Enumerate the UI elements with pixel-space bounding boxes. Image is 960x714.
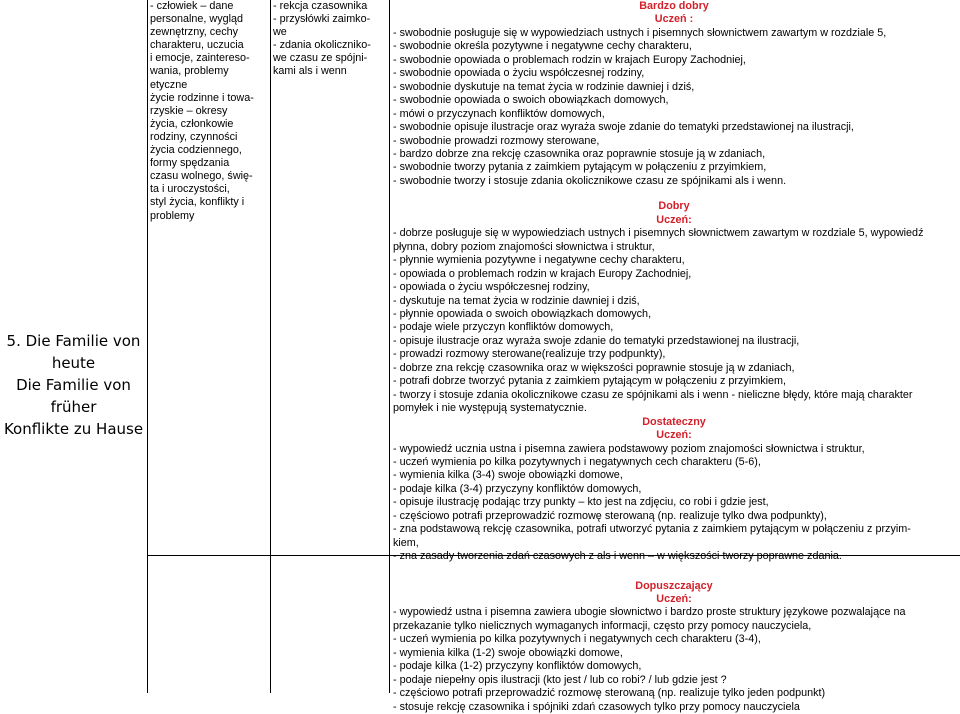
text-line: - podaje niepełny opis ilustracji (kto jest / lub co robi? / lub gdzie jest ? — [393, 673, 727, 686]
vocabulary-line: i emocje, zaintereso- — [150, 52, 250, 65]
text-line: - uczeń wymienia po kilka pozytywnych i negatywnych cech charakteru (5-6), — [393, 455, 761, 468]
text-line: - płynnie opowiada o swoich obowiązkach domowych, — [393, 307, 652, 320]
text-line: - wypowiedź ustna i pisemna zawiera ubogie słownictwo i bardzo proste struktury językowe pozwalające na — [393, 606, 906, 619]
text-line: - swobodnie posługuje się w wypowiedziach ustnych i pisemnych słownictwem zawartym w rozdziale 5, — [393, 26, 887, 39]
text-line: - mówi o przyczynach konfliktów domowych, — [393, 107, 605, 120]
vocabulary-line: - człowiek – dane — [150, 0, 234, 12]
text-line: pomyłek i nie występują systematycznie. — [393, 402, 587, 415]
text-line: - stosuje rekcję czasownika i spójniki zdań czasowych tylko przy pomocy nauczyciela — [393, 700, 800, 713]
text-line: - wypowiedź ucznia ustna i pisemna zawiera podstawowy poziom znajomości słownictwa i struktur, — [393, 442, 865, 455]
vocabulary-line: charakteru, uczucia — [150, 39, 244, 52]
grade-criteria-list — [393, 443, 955, 564]
text-line: - potrafi dobrze tworzyć pytania z zaimkiem pytającym w połączeniu z przyimkiem, — [393, 375, 787, 388]
text-line: - podaje kilka (3-4) przyczyny konfliktów domowych, — [393, 482, 642, 495]
text-line: - swobodnie określa pozytywne i negatywne cechy charakteru, — [393, 40, 692, 53]
text-line: - częściowo potrafi przeprowadzić rozmowę sterowaną (np. realizuje tylko dwa podpunkty), — [393, 509, 827, 522]
text-line: - swobodnie opowiada o życiu współczesnej rodziny, — [393, 67, 645, 80]
text-line: - częściowo potrafi przeprowadzić rozmowę sterowaną (np. realizuje tylko jeden podpunkt) — [393, 687, 826, 700]
student-label: Uczeń: — [656, 429, 692, 442]
grammar-line: we — [273, 26, 287, 39]
text-line: - prowadzi rozmowy sterowane(realizuje trzy podpunkty), — [393, 348, 666, 361]
topic-line: heute — [51, 354, 96, 372]
text-line: - podaje kilka (1-2) przyczyny konfliktów domowych, — [393, 660, 642, 673]
vocabulary-line: rzyskie – okresy — [150, 104, 228, 117]
topic-line: früher — [50, 398, 97, 416]
vocabulary-line: życia, członkowie — [150, 117, 234, 130]
text-line: - zna podstawową rekcję czasownika, potrafi utworzyć pytania z zaimkiem pytającym w połączeniu z przyim- — [393, 523, 911, 536]
text-line: - swobodnie prowadzi rozmowy sterowane, — [393, 134, 600, 147]
text-line: - swobodnie opowiada o problemach rodzin w krajach Europy Zachodniej, — [393, 53, 746, 66]
vocabulary-line: formy spędzania — [150, 157, 230, 170]
student-label: Uczeń: — [656, 213, 692, 226]
text-line: - swobodnie tworzy pytania z zaimkiem pytającym w połączeniu z przyimkiem, — [393, 161, 767, 174]
text-line: - dobrze zna rekcję czasownika oraz w większości poprawnie stosuje ją w zdaniach, — [393, 361, 795, 374]
text-line: - zna zasady tworzenia zdań czasowych z als i wenn – w większości tworzy poprawne zdania. — [393, 550, 842, 563]
vocabulary-line: życia codziennego, — [150, 144, 242, 157]
text-line: - tworzy i stosuje zdania okolicznikowe czasu ze spójnikami als i wenn - nieliczne błędy, które mają charakter — [393, 388, 913, 401]
text-line: - uczeń wymienia po kilka pozytywnych i negatywnych cech charakteru (3-4), — [393, 633, 761, 646]
vocabulary-line: etyczne — [150, 78, 188, 91]
text-line: - swobodnie dyskutuje na temat życia w rodzinie dawniej i dziś, — [393, 80, 695, 93]
column-divider — [389, 0, 390, 693]
vocabulary-line: ta i uroczystości, — [150, 183, 230, 196]
vocabulary-line: styl życia, konflikty i — [150, 196, 245, 209]
topic-line: Konflikte zu Hause — [3, 420, 144, 438]
topic-line: 5. Die Familie von — [6, 332, 141, 350]
text-line: przekazanie tylko nielicznych wymaganych informacji, często przy pomocy nauczyciela, — [393, 619, 812, 632]
vocabulary-line: rodziny, czynności — [150, 130, 238, 143]
text-line: - opisuje ilustracje oraz wyraża swoje zdanie do tematyki przedstawionej na ilustracji, — [393, 334, 800, 347]
vocabulary-line: personalne, wygląd — [150, 13, 244, 26]
vocabulary-line: zewnętrzny, cechy — [150, 26, 239, 39]
grade-title: Dostateczny — [642, 415, 706, 428]
grade-criteria-list — [393, 606, 955, 714]
topic-cell — [0, 330, 147, 440]
grade-criteria-list — [393, 27, 955, 188]
text-line: - bardzo dobrze zna rekcję czasownika oraz poprawnie stosuje ją w zdaniach, — [393, 147, 766, 160]
grammar-line: - przysłówki zaimko- — [273, 13, 371, 26]
text-line: - opisuje ilustrację podając trzy punkty – kto jest na zdjęciu, co robi i gdzie jest, — [393, 496, 769, 509]
grade-title: Dopuszczający — [635, 579, 713, 592]
text-line: - opowiada o problemach rodzin w krajach Europy Zachodniej, — [393, 267, 692, 280]
vocabulary-line: wania, problemy — [150, 65, 229, 78]
grammar-line: we czasu ze spójni- — [273, 52, 368, 65]
vocabulary-line: problemy — [150, 209, 195, 222]
vocabulary-cell — [150, 0, 270, 223]
student-label: Uczeń: — [656, 593, 692, 606]
grammar-line: kami als i wenn — [273, 65, 347, 78]
text-line: - swobodnie opowiada o swoich obowiązkach domowych, — [393, 94, 669, 107]
grammar-cell — [273, 0, 388, 79]
grammar-line: - zdania okoliczniko- — [273, 39, 371, 52]
text-line: - swobodnie tworzy i stosuje zdania okolicznikowe czasu ze spójnikami als i wenn. — [393, 174, 787, 187]
student-label: Uczeń : — [654, 13, 694, 26]
topic-line: Die Familie von — [16, 376, 131, 394]
grammar-line: - rekcja czasownika — [273, 0, 368, 12]
column-divider — [270, 0, 271, 693]
text-line: kiem, — [393, 536, 419, 549]
text-line: - dyskutuje na temat życia w rodzinie dawniej i dziś, — [393, 294, 640, 307]
grade-requirements — [393, 0, 955, 714]
vocabulary-line: czasu wolnego, świę- — [150, 170, 253, 183]
column-divider — [147, 0, 148, 693]
text-line: - wymienia kilka (3-4) swoje obowiązki domowe, — [393, 469, 623, 482]
text-line: - podaje wiele przyczyn konfliktów domowych, — [393, 321, 614, 334]
grade-title: Bardzo dobry — [639, 0, 709, 12]
grade-criteria-list — [393, 227, 955, 415]
text-line: - dobrze posługuje się w wypowiedziach ustnych i pisemnych słownictwem zawartym w rozdziale 5, wypowiedź — [393, 227, 924, 240]
grade-title: Dobry — [658, 200, 690, 213]
text-line: - wymienia kilka (1-2) swoje obowiązki domowe, — [393, 646, 623, 659]
text-line: - opowiada o życiu współczesnej rodziny, — [393, 281, 590, 294]
text-line: - swobodnie opisuje ilustracje oraz wyraża swoje zdanie do tematyki przedstawionej na ilustracji, — [393, 121, 854, 134]
text-line: - płynnie wymienia pozytywne i negatywne cechy charakteru, — [393, 254, 685, 267]
text-line: płynna, dobry poziom znajomości słownictwa i struktur, — [393, 240, 655, 253]
vocabulary-line: życie rodzinne i towa- — [150, 91, 254, 104]
